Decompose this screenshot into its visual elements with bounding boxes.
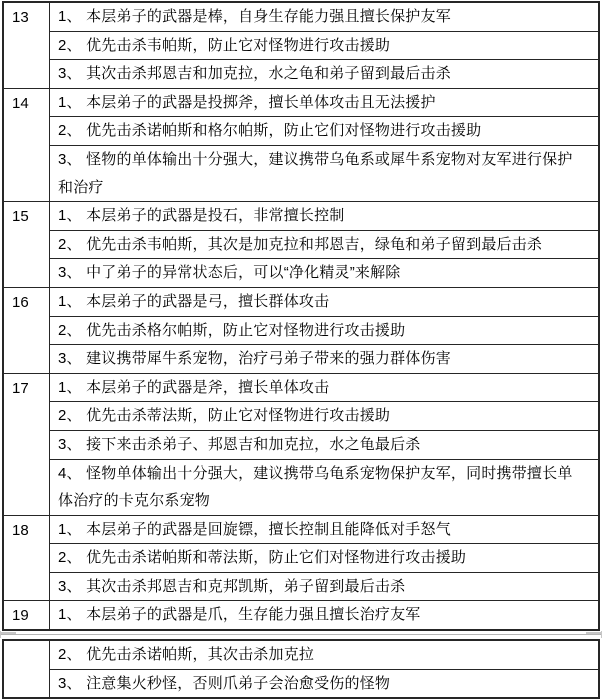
floor-number: 14 xyxy=(12,94,29,112)
tips-column xyxy=(50,3,598,88)
floor-number-cell-empty xyxy=(4,641,50,697)
floor-row-group-18 xyxy=(4,516,598,602)
tips-column xyxy=(50,89,598,201)
tip-text: 1、 本层弟子的武器是投掷斧，擅长单体攻击且无法援护 xyxy=(50,89,598,118)
floor-number-cell xyxy=(4,202,50,287)
tip-text: 2、 优先击杀韦帕斯，防止它对怪物进行攻击援助 xyxy=(50,32,598,61)
tip-text: 3、 其次击杀邦恩吉和克邦凯斯，弟子留到最后击杀 xyxy=(58,577,406,595)
page-break-cap-left xyxy=(0,632,16,634)
tip-text: 3、 中了弟子的异常状态后，可以“净化精灵”来解除 xyxy=(58,264,401,282)
floor-row-group-15 xyxy=(4,202,598,288)
page-break-tick-left xyxy=(0,631,1,638)
tips-column xyxy=(50,374,598,515)
floor-number-cell xyxy=(4,516,50,601)
tip-text: 1、 本层弟子的武器是棒，自身生存能力强且擅长保护友军 xyxy=(50,3,598,32)
tips-column xyxy=(50,516,598,601)
floor-number-cell xyxy=(4,288,50,373)
page-break-cap-right xyxy=(586,632,602,634)
floor-number: 15 xyxy=(12,208,29,226)
tip-text: 3、 注意集火秒怪，否则爪弟子会治愈受伤的怪物 xyxy=(58,674,391,692)
tip-text: 1、 本层弟子的武器是投石，非常擅长控制 xyxy=(50,202,598,231)
floor-row-group-13 xyxy=(4,3,598,89)
floor-number-cell xyxy=(4,374,50,515)
tip-text: 2、 优先击杀诺帕斯，其次击杀加克拉 xyxy=(50,641,598,670)
tip-text: 3、 其次击杀邦恩吉和加克拉，水之龟和弟子留到最后击杀 xyxy=(58,65,451,83)
tips-column xyxy=(50,288,598,373)
tips-column xyxy=(50,641,598,697)
floor-row-group-16 xyxy=(4,288,598,374)
floor-row-group-19-continued xyxy=(4,641,598,697)
tip-text: 2、 优先击杀诺帕斯和格尔帕斯，防止它们对怪物进行攻击援助 xyxy=(50,117,598,146)
floor-number: 17 xyxy=(12,379,29,397)
tip-text: 1、 本层弟子的武器是回旋镖，擅长控制且能降低对手怒气 xyxy=(50,516,598,545)
tip-text: 2、 优先击杀格尔帕斯，防止它对怪物进行攻击援助 xyxy=(50,317,598,346)
floor-number-cell xyxy=(4,601,50,629)
strategy-table-continued xyxy=(2,639,600,699)
floor-number: 13 xyxy=(12,9,29,26)
floor-number: 19 xyxy=(12,607,29,625)
strategy-table xyxy=(2,1,600,631)
page-break-gap xyxy=(0,631,602,639)
tips-column xyxy=(50,601,598,629)
page-break-line xyxy=(0,634,602,635)
tip-text: 1、 本层弟子的武器是爪，生存能力强且擅长治疗友军 xyxy=(58,606,421,624)
tip-text: 3、 建议携带犀牛系宠物，治疗弓弟子带来的强力群体伤害 xyxy=(58,350,451,368)
floor-row-group-17 xyxy=(4,374,598,516)
tip-text: 3、 接下来击杀弟子、邦恩吉和加克拉，水之龟最后杀 xyxy=(50,431,598,460)
tips-column xyxy=(50,202,598,287)
tip-text: 3、 怪物的单体输出十分强大，建议携带乌龟系或犀牛系宠物对友军进行保护和治疗 xyxy=(58,150,573,196)
tip-text: 2、 优先击杀蒂法斯，防止它对怪物进行攻击援助 xyxy=(50,402,598,431)
tip-text: 1、 本层弟子的武器是斧，擅长单体攻击 xyxy=(50,374,598,403)
floor-number-cell xyxy=(4,89,50,201)
floor-row-group-14 xyxy=(4,89,598,202)
tip-text: 2、 优先击杀诺帕斯和蒂法斯，防止它们对怪物进行攻击援助 xyxy=(50,544,598,573)
floor-row-group-19 xyxy=(4,601,598,629)
floor-number-cell xyxy=(4,3,50,88)
tip-text: 4、 怪物单体输出十分强大，建议携带乌龟系宠物保护友军，同时携带擅长单体治疗的卡克尔系宠物 xyxy=(58,464,573,510)
floor-number: 18 xyxy=(12,521,29,539)
tip-text: 2、 优先击杀韦帕斯，其次是加克拉和邦恩吉，绿龟和弟子留到最后击杀 xyxy=(50,231,598,260)
floor-number: 16 xyxy=(12,293,29,311)
tip-text: 1、 本层弟子的武器是弓，擅长群体攻击 xyxy=(50,288,598,317)
